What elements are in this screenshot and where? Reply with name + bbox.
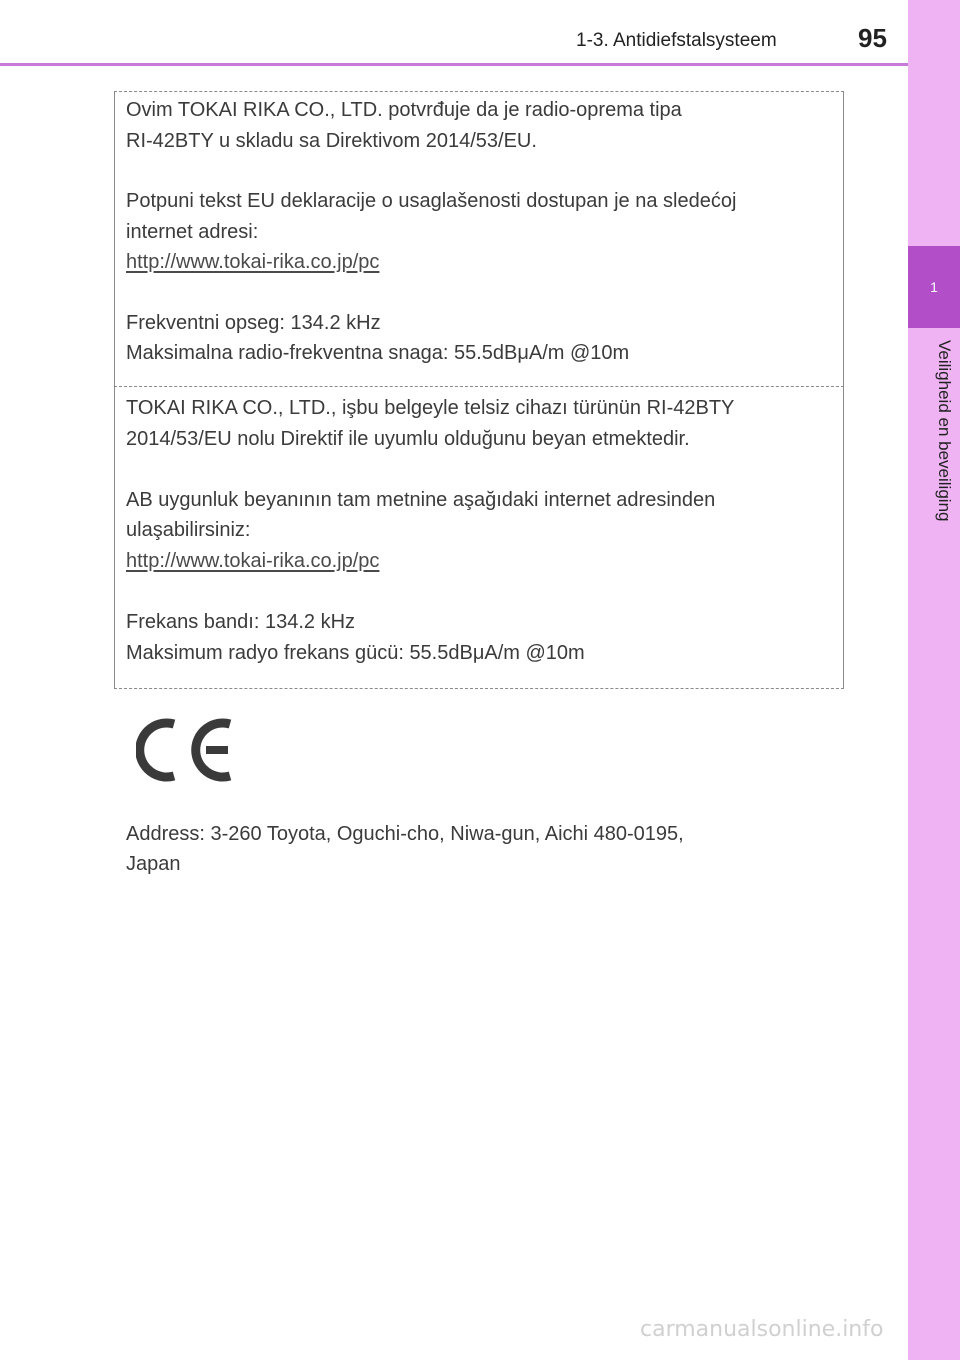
serbian-link[interactable]: http://www.tokai-rika.co.jp/pc (126, 251, 380, 273)
side-tab (908, 0, 960, 1360)
serbian-line-2: RI-42BTY u skladu sa Direktivom 2014/53/EU. (126, 130, 537, 152)
watermark: carmanualsonline.info (640, 1317, 884, 1342)
turkish-frequency: Frekans bandı: 134.2 kHz (126, 611, 356, 633)
turkish-link[interactable]: http://www.tokai-rika.co.jp/pc (126, 550, 380, 572)
turkish-line-2: 2014/53/EU nolu Direktif ile uyumlu olduğunu beyan etmektedir. (126, 428, 690, 450)
serbian-line-4: internet adresi: (126, 221, 259, 243)
address-line-1: Address: 3-260 Toyota, Oguchi-cho, Niwa-gun, Aichi 480-0195, (126, 823, 684, 845)
page-number: 95 (858, 23, 887, 53)
turkish-line-3: AB uygunluk beyanının tam metnine aşağıdaki internet adresinden (126, 489, 716, 511)
chapter-label: Veiligheid en beveiliging (935, 340, 954, 522)
declaration-divider (114, 386, 844, 387)
serbian-frequency: Frekventni opseg: 134.2 kHz (126, 312, 381, 334)
turkish-line-1: TOKAI RIKA CO., LTD., işbu belgeyle telsiz cihazı türünün RI-42BTY (126, 397, 735, 419)
address-line-2: Japan (126, 853, 181, 875)
serbian-line-1: Ovim TOKAI RIKA CO., LTD. potvrđuje da je radio-oprema tipa (126, 99, 682, 121)
ce-mark-logo (136, 714, 236, 786)
serbian-power: Maksimalna radio-frekventna snaga: 55.5dBμA/m @10m (126, 342, 630, 364)
serbian-line-3: Potpuni tekst EU deklaracije o usaglašenosti dostupan je na sledećoj (126, 190, 737, 212)
chapter-number-tab[interactable]: 1 (908, 246, 960, 328)
turkish-line-4: ulaşabilirsiniz: (126, 519, 251, 541)
turkish-power: Maksimum radyo frekans gücü: 55.5dBμA/m @10m (126, 642, 585, 664)
declaration-box (114, 91, 844, 689)
section-title: 1-3. Antidiefstalsysteem (576, 30, 777, 51)
header-divider (0, 63, 908, 66)
